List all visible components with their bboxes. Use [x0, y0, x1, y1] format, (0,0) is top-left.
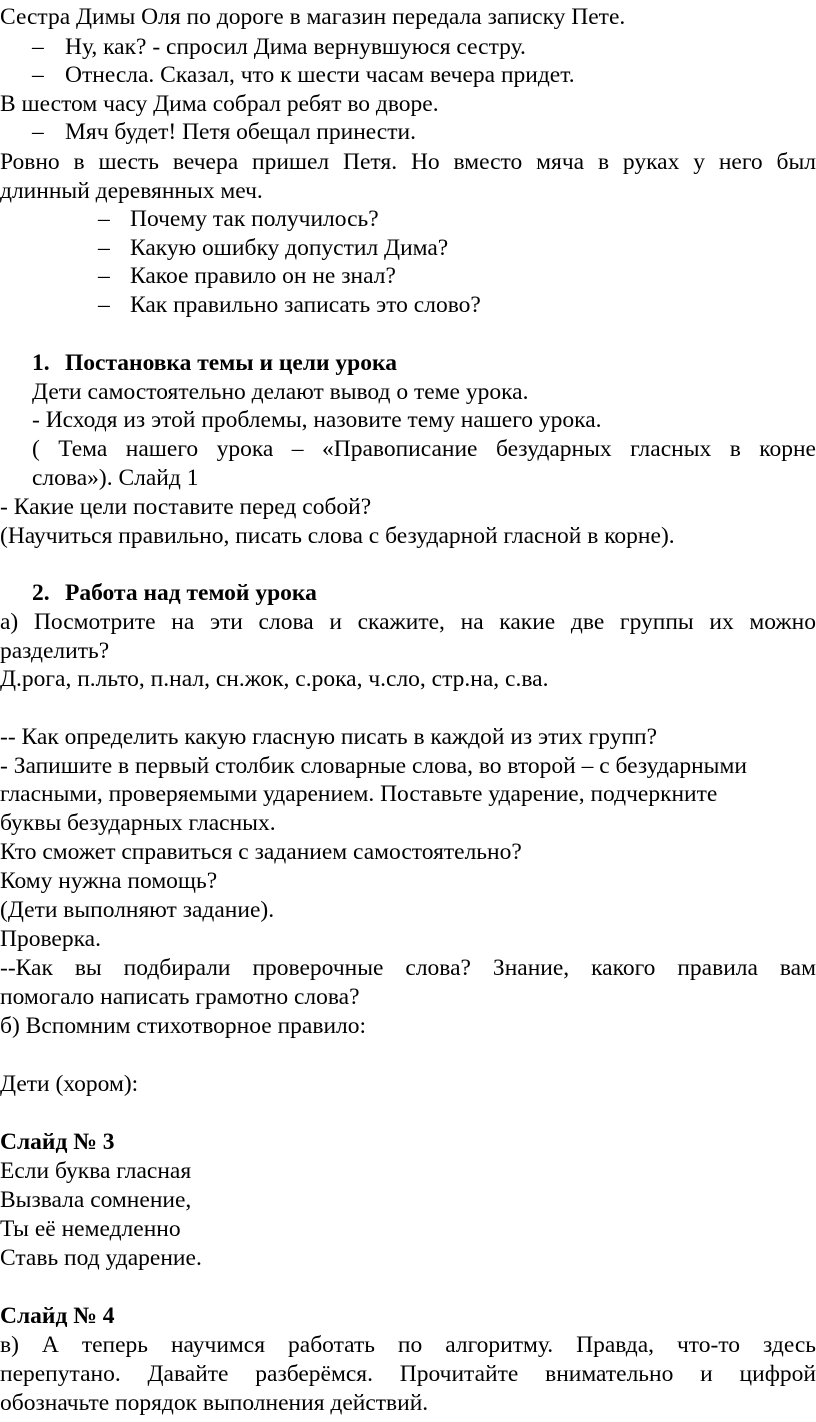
dash-marker: –	[98, 235, 110, 261]
task-line: (Дети выполняют задание).	[0, 897, 275, 923]
dialogue-text: Отнесла. Сказал, что к шести часам вечера придет.	[65, 62, 575, 88]
task-line: а) Посмотрите на эти слова и скажите, на какие две группы их можно	[0, 609, 816, 635]
dialogue-line	[0, 33, 816, 61]
section-number: 1.	[32, 350, 50, 376]
dash-marker: –	[98, 263, 110, 289]
section-line: слова»). Слайд 1	[32, 465, 199, 491]
intro-paragraph-line: Ровно в шесть вечера пришел Петя. Но вместо мяча в руках у него был	[0, 149, 816, 175]
dash-marker: –	[32, 34, 44, 60]
dash-marker: –	[98, 206, 110, 232]
question-item	[0, 205, 816, 233]
question-text: Какое правило он не знал?	[130, 263, 396, 289]
task-line: помогало написать грамотно слова?	[0, 984, 360, 1010]
question-item	[0, 234, 816, 262]
section-line: ( Тема нашего урока – «Правописание безударных гласных в корне	[32, 436, 816, 462]
task-line: -- Как определить какую гласную писать в каждой из этих групп?	[0, 724, 658, 750]
intro-line: В шестом часу Дима собрал ребят во дворе.	[0, 91, 439, 117]
poem-line: Ты её немедленно	[0, 1216, 181, 1242]
section-title: Работа над темой урока	[65, 580, 317, 606]
slide-heading: Слайд № 3	[0, 1129, 115, 1155]
task-line: - Запишите в первый столбик словарные слова, во второй – с безударными	[0, 753, 747, 779]
intro-line: Сестра Димы Оля по дороге в магазин передала записку Пете.	[0, 4, 626, 30]
task-line: б) Вспомним стихотворное правило:	[0, 1013, 367, 1039]
section-line: Дети самостоятельно делают вывод о теме урока.	[32, 379, 529, 405]
poem-line: Если буква гласная	[0, 1158, 192, 1184]
dialogue-text: Ну, как? - спросил Дима вернувшуюся сестру.	[65, 34, 526, 60]
section-line: - Какие цели поставите перед собой?	[0, 494, 372, 520]
question-text: Почему так получилось?	[130, 206, 379, 232]
poem-line: Вызвала сомнение,	[0, 1187, 192, 1213]
slide-heading: Слайд № 4	[0, 1303, 115, 1329]
section-heading	[0, 349, 816, 377]
question-text: Как правильно записать это слово?	[130, 292, 481, 318]
task-line: перепутано. Давайте разберёмся. Прочитайте внимательно и цифрой	[0, 1361, 816, 1387]
dialogue-line	[0, 61, 816, 89]
task-line: --Как вы подбирали проверочные слова? Знание, какого правила вам	[0, 955, 816, 981]
section-line: (Научиться правильно, писать слова с безударной гласной в корне).	[0, 523, 675, 549]
task-line: Дети (хором):	[0, 1071, 139, 1097]
dash-marker: –	[98, 292, 110, 318]
task-line: гласными, проверяемыми ударением. Поставьте ударение, подчеркните	[0, 781, 718, 807]
task-line: обозначьте порядок выполнения действий.	[0, 1390, 429, 1416]
task-line: Проверка.	[0, 926, 101, 952]
question-text: Какую ошибку допустил Дима?	[130, 235, 449, 261]
section-number: 2.	[32, 580, 50, 606]
dialogue-text: Мяч будет! Петя обещал принести.	[65, 119, 416, 145]
section-line: - Исходя из этой проблемы, назовите тему нашего урока.	[32, 407, 602, 433]
question-item	[0, 291, 816, 319]
section-title: Постановка темы и цели урока	[65, 350, 397, 376]
task-line: Кто сможет справиться с заданием самостоятельно?	[0, 839, 522, 865]
task-line: Кому нужна помощь?	[0, 868, 218, 894]
task-line: в) А теперь научимся работать по алгоритму. Правда, что-то здесь	[0, 1332, 816, 1358]
task-line: буквы безударных гласных.	[0, 810, 276, 836]
question-item	[0, 262, 816, 290]
intro-paragraph-line: длинный деревянных меч.	[0, 178, 263, 204]
word-list: Д.рога, п.льто, п.нал, сн.жок, с.рока, ч.сло, стр.на, с.ва.	[0, 666, 549, 692]
dash-marker: –	[32, 119, 44, 145]
poem-line: Ставь под ударение.	[0, 1245, 202, 1271]
dash-marker: –	[32, 62, 44, 88]
task-line: разделить?	[0, 638, 110, 664]
section-heading	[0, 579, 816, 607]
dialogue-line	[0, 118, 816, 146]
